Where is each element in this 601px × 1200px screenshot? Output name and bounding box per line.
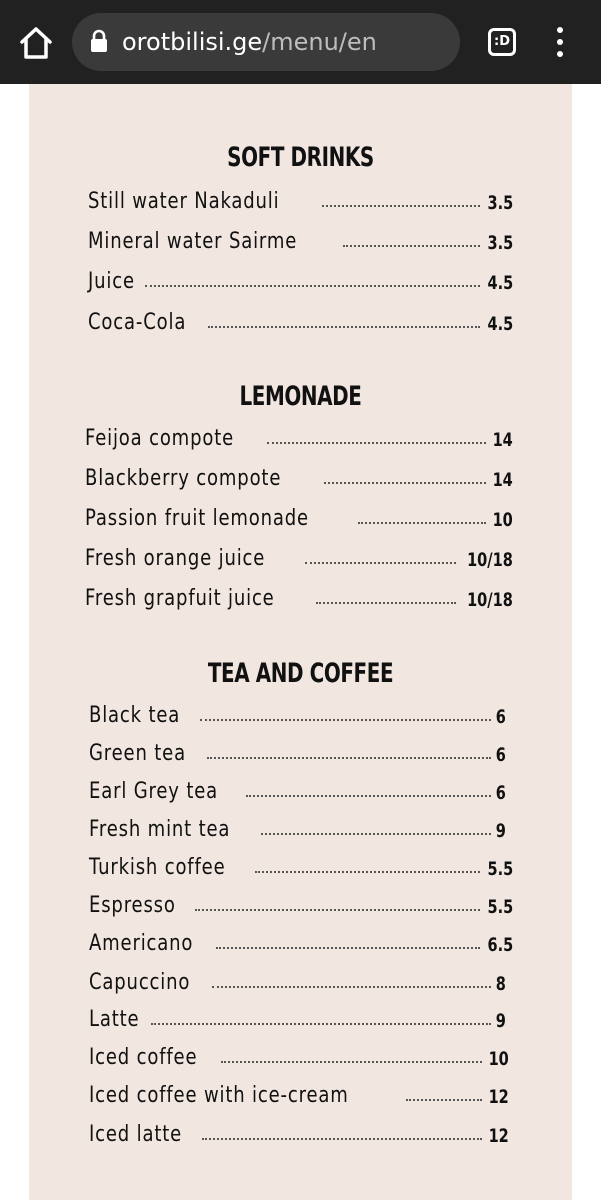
menu-item (85, 541, 513, 571)
menu-item (85, 501, 513, 531)
dot-leader (195, 909, 480, 911)
item-price: 14 (492, 469, 513, 491)
section-title-tea-and-coffee: TEA AND COFFEE (207, 658, 394, 689)
item-name: Espresso (89, 893, 176, 918)
dot-leader (151, 1023, 492, 1025)
url-path: /menu/en (262, 28, 377, 56)
item-price: 12 (488, 1125, 509, 1147)
item-price: 10/18 (467, 589, 513, 611)
lock-icon (90, 29, 108, 55)
dot-leader (267, 442, 486, 444)
item-name: Green tea (89, 741, 186, 766)
section-title-lemonade: LEMONADE (239, 381, 362, 412)
dot-leader (221, 1061, 482, 1063)
dot-leader (406, 1099, 483, 1101)
item-price: 3.5 (487, 232, 513, 254)
item-price: 6 (495, 744, 506, 766)
menu-item (89, 1040, 509, 1070)
menu-item (85, 461, 513, 491)
item-price: 5.5 (487, 896, 513, 918)
item-price: 3.5 (487, 192, 513, 214)
menu-item (89, 774, 506, 804)
item-name: Black tea (89, 703, 181, 728)
menu-item (88, 184, 513, 214)
dot-leader (216, 947, 480, 949)
menu-item (89, 698, 506, 728)
item-price: 12 (488, 1086, 509, 1108)
item-name: Latte (89, 1007, 140, 1032)
item-price: 9 (495, 820, 506, 842)
item-name: Fresh orange juice (85, 546, 266, 571)
item-name: Capuccino (89, 970, 191, 995)
dot-leader (145, 285, 480, 287)
dot-leader (246, 795, 491, 797)
more-options-icon[interactable] (549, 27, 571, 57)
url-text (122, 27, 377, 57)
item-name: Passion fruit lemonade (85, 506, 309, 531)
item-name: Iced coffee (89, 1045, 198, 1070)
menu-item (85, 421, 513, 451)
menu-item (89, 1117, 509, 1147)
item-price: 6 (495, 706, 506, 728)
item-price: 5.5 (487, 858, 513, 880)
item-name: Coca-Cola (88, 310, 187, 335)
item-name: Blackberry compote (85, 466, 282, 491)
item-price: 6.5 (487, 934, 513, 956)
browser-toolbar (0, 0, 601, 84)
dot-leader (324, 482, 486, 484)
item-name: Mineral water Sairme (88, 229, 298, 254)
item-price: 10/18 (467, 549, 513, 571)
menu-item (88, 305, 513, 335)
dot-leader (207, 757, 491, 759)
menu-item (89, 965, 506, 995)
dot-leader (343, 245, 480, 247)
dot-leader (202, 1138, 482, 1140)
item-name: Still water Nakaduli (88, 189, 280, 214)
dot-leader (358, 522, 486, 524)
menu-item (89, 812, 506, 842)
section-title-soft-drinks: SOFT DRINKS (227, 142, 374, 173)
item-name: Fresh grapfuit juice (85, 586, 275, 611)
item-name: Iced latte (89, 1122, 183, 1147)
item-name: Fresh mint tea (89, 817, 231, 842)
dot-leader (208, 326, 480, 328)
menu-item (88, 224, 513, 254)
dot-leader (322, 205, 480, 207)
dot-leader (316, 602, 456, 604)
item-name: Turkish coffee (89, 855, 226, 880)
item-price: 10 (492, 509, 513, 531)
menu-item (89, 888, 513, 918)
item-name: Earl Grey tea (89, 779, 219, 804)
item-name: Iced coffee with ice-cream (89, 1083, 349, 1108)
item-name: Juice (88, 269, 135, 294)
item-name: Americano (89, 931, 194, 956)
menu-item (85, 581, 513, 611)
menu-item (88, 264, 513, 294)
menu-item (89, 1002, 506, 1032)
dot-leader (200, 719, 491, 721)
menu-page (29, 84, 572, 1200)
dot-leader (261, 833, 491, 835)
item-price: 4.5 (487, 272, 513, 294)
item-price: 10 (488, 1048, 509, 1070)
menu-item (89, 736, 506, 766)
item-price: 8 (495, 973, 506, 995)
tab-switcher-button[interactable]: :D (488, 28, 516, 56)
dot-leader (305, 562, 456, 564)
item-name: Feijoa compote (85, 426, 235, 451)
menu-item (89, 1078, 509, 1108)
menu-item (89, 926, 513, 956)
item-price: 9 (495, 1010, 506, 1032)
item-price: 6 (495, 782, 506, 804)
home-icon[interactable] (16, 24, 56, 62)
address-bar[interactable] (72, 13, 460, 71)
menu-item (89, 850, 513, 880)
item-price: 4.5 (487, 313, 513, 335)
dot-leader (212, 986, 491, 988)
url-domain: orotbilisi.ge (122, 28, 263, 56)
dot-leader (255, 871, 479, 873)
item-price: 14 (492, 429, 513, 451)
